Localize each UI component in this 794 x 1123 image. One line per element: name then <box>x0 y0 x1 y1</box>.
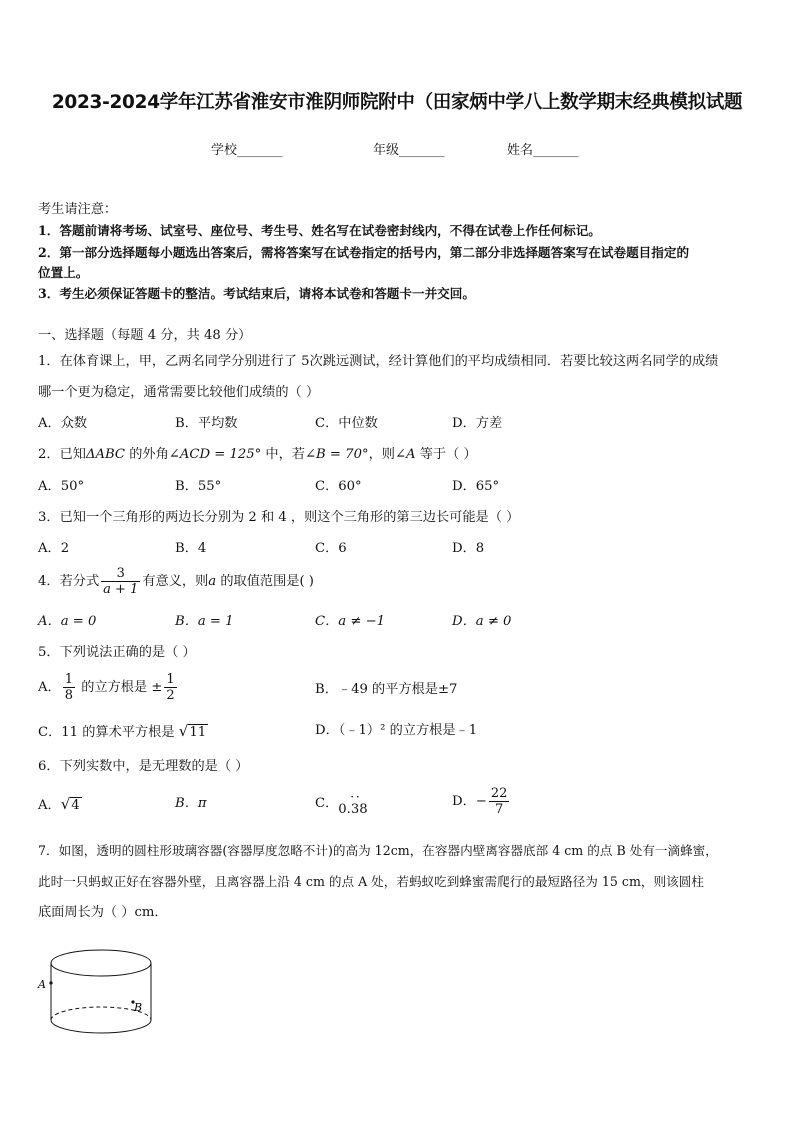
q3-option-c[interactable]: C．6 <box>315 541 347 556</box>
q2-text-mid: 的外角 <box>125 447 169 462</box>
q3-stem: 3．已知一个三角形的两边长分别为 2 和 4 ，则这个三角形的第三边长可能是（ ） <box>38 510 520 525</box>
q5-a-num: 1 <box>64 672 73 687</box>
section-heading: 一、选择题（每题 4 分，共 48 分） <box>38 328 252 343</box>
q1-option-d[interactable]: D．方差 <box>452 416 503 431</box>
q4-variable: a <box>208 574 217 589</box>
cylinder-top-ellipse <box>51 950 151 976</box>
q2-option-b[interactable]: B．55° <box>175 479 222 494</box>
q6-c-prefix: C． <box>315 796 339 811</box>
q4-text-post: 的取值范围是( ) <box>216 574 314 589</box>
notice-item-2-cont: 位置上。 <box>38 265 89 280</box>
q6-a-radicand: 4 <box>71 798 80 813</box>
name-blank: _______ <box>533 143 579 158</box>
q2-angle-b: ∠B = 70° <box>305 447 369 462</box>
q1-stem-line2: 哪一个更为稳定，通常需要比较他们成绩的（ ） <box>38 385 320 400</box>
q4-fraction-denominator: a + 1 <box>103 582 139 597</box>
q4-text-pre: 4．若分式 <box>38 574 100 589</box>
q2-stem <box>38 446 477 464</box>
q2-text-pre: 2．已知 <box>38 447 86 462</box>
point-b-label: B <box>134 1001 143 1014</box>
q6-d-prefix: D．− <box>452 794 487 809</box>
q6-option-a[interactable] <box>38 795 82 815</box>
q4-option-a[interactable]: A．a = 0 <box>38 614 97 629</box>
point-a-label: A <box>38 978 46 991</box>
q4-fraction <box>101 566 140 597</box>
q2-text-end: 等于（ ） <box>415 447 477 462</box>
q7-stem-line3: 底面周长为（ ）cm． <box>38 905 168 920</box>
notice-item-3: 3．考生必须保证答题卡的整洁。考试结束后，请将本试卷和答题卡一并交回。 <box>38 286 475 301</box>
q4-fraction-numerator: 3 <box>101 566 140 582</box>
q5-a-den: 8 <box>64 688 73 703</box>
q5-option-c[interactable] <box>38 722 208 742</box>
cylinder-bottom-front <box>51 1020 151 1033</box>
q6-d-num: 22 <box>490 786 508 801</box>
q5-a-text: 的立方根是 ± <box>77 680 163 695</box>
q2-option-d[interactable]: D．65° <box>452 479 500 494</box>
q5-a-fraction2 <box>164 672 176 703</box>
name-label: 姓名 <box>507 143 534 158</box>
grade-blank: _______ <box>399 143 445 158</box>
notice-heading: 考生请注意： <box>38 202 118 217</box>
q5-stem: 5．下列说法正确的是（ ） <box>38 645 196 660</box>
q5-a-num2: 1 <box>166 672 175 687</box>
school-field[interactable] <box>211 139 283 158</box>
sqrt-icon: √ <box>60 795 71 813</box>
q1-option-c[interactable]: C．中位数 <box>315 416 378 431</box>
grade-field[interactable] <box>373 139 445 158</box>
q5-option-a[interactable] <box>38 672 179 703</box>
q5-a-fraction <box>63 672 75 703</box>
q1-stem-line1: 1．在体育课上，甲，乙两名同学分别进行了 5次跳远测试，经计算他们的平均成绩相同．若要比较这两名同学的成绩 <box>38 354 719 369</box>
q6-d-den: 7 <box>494 802 504 817</box>
q5-c-text: C．11 的算术平方根是 <box>38 725 179 740</box>
q7-stem-line2: 此时一只蚂蚁正好在容器外壁，且离容器上沿 4 cm 的点 A 处，若蚂蚁吃到蜂蜜需爬行的最短路径为 15 cm，则该圆柱 <box>38 874 704 889</box>
q4-option-c[interactable]: C．a ≠ −1 <box>315 614 386 629</box>
q6-c-value: 0.38 <box>338 802 368 817</box>
q2-angle-a: ∠A <box>394 447 416 462</box>
point-a-dot <box>49 981 52 984</box>
sqrt-icon: √ <box>178 722 189 740</box>
q5-option-b[interactable]: B．﹣49 的平方根是±7 <box>315 682 458 697</box>
q5-c-radicand: 11 <box>189 725 207 740</box>
q2-text-mid2: 中，若 <box>261 447 305 462</box>
q3-option-b[interactable]: B．4 <box>175 541 207 556</box>
q4-stem <box>38 566 314 597</box>
q6-stem: 6．下列实数中，是无理数的是（ ） <box>38 759 249 774</box>
q6-option-b[interactable]: B．π <box>175 796 207 811</box>
q1-option-a[interactable]: A．众数 <box>38 416 88 431</box>
q4-text-mid: 有意义，则 <box>142 574 209 589</box>
q5-option-d[interactable]: D．（﹣1）² 的立方根是﹣1 <box>315 723 478 738</box>
school-blank: _______ <box>237 143 283 158</box>
name-field[interactable] <box>507 139 579 158</box>
q6-a-prefix: A． <box>38 798 61 813</box>
q2-option-a[interactable]: A．50° <box>38 479 85 494</box>
q5-a-prefix: A． <box>38 680 61 695</box>
q6-option-d[interactable] <box>452 786 511 817</box>
exam-title: 2023-2024学年江苏省淮安市淮阴师院附中（田家炳中学八上数学期末经典模拟试题 <box>51 92 743 113</box>
notice-item-2: 2．第一部分选择题每小题选出答案后，需将答案写在试卷指定的括号内，第二部分非选择题答案写在试卷题目指定的 <box>38 245 690 260</box>
q3-option-d[interactable]: D．8 <box>452 541 485 556</box>
q4-option-d[interactable]: D．a ≠ 0 <box>452 614 512 629</box>
cylinder-figure <box>30 945 160 1040</box>
q7-stem-line1: 7．如图，透明的圆柱形玻璃容器(容器厚度忽略不计)的高为 12cm，在容器内壁离容器底部 4 cm 的点 B 处有一滴蜂蜜， <box>38 843 718 858</box>
school-label: 学校 <box>211 143 238 158</box>
q6-c-repeating-decimal <box>338 790 368 819</box>
q2-text-post: ，则 <box>368 447 395 462</box>
grade-label: 年级 <box>373 143 400 158</box>
q2-triangle: ΔABC <box>85 447 126 462</box>
notice-item-1: 1．答题前请将考场、试室号、座位号、考生号、姓名写在试卷密封线内，不得在试卷上作任何标记。 <box>38 223 601 238</box>
q1-option-b[interactable]: B．平均数 <box>175 416 238 431</box>
q6-d-fraction <box>489 786 510 817</box>
q2-option-c[interactable]: C．60° <box>315 479 362 494</box>
q4-option-b[interactable]: B．a = 1 <box>175 614 234 629</box>
q3-option-a[interactable]: A．2 <box>38 541 70 556</box>
q5-a-den2: 2 <box>166 688 175 703</box>
q6-option-c[interactable] <box>315 790 368 817</box>
q2-angle-acd: ∠ACD = 125° <box>168 447 262 462</box>
q6-c-repeat-dots: · · <box>350 790 359 804</box>
